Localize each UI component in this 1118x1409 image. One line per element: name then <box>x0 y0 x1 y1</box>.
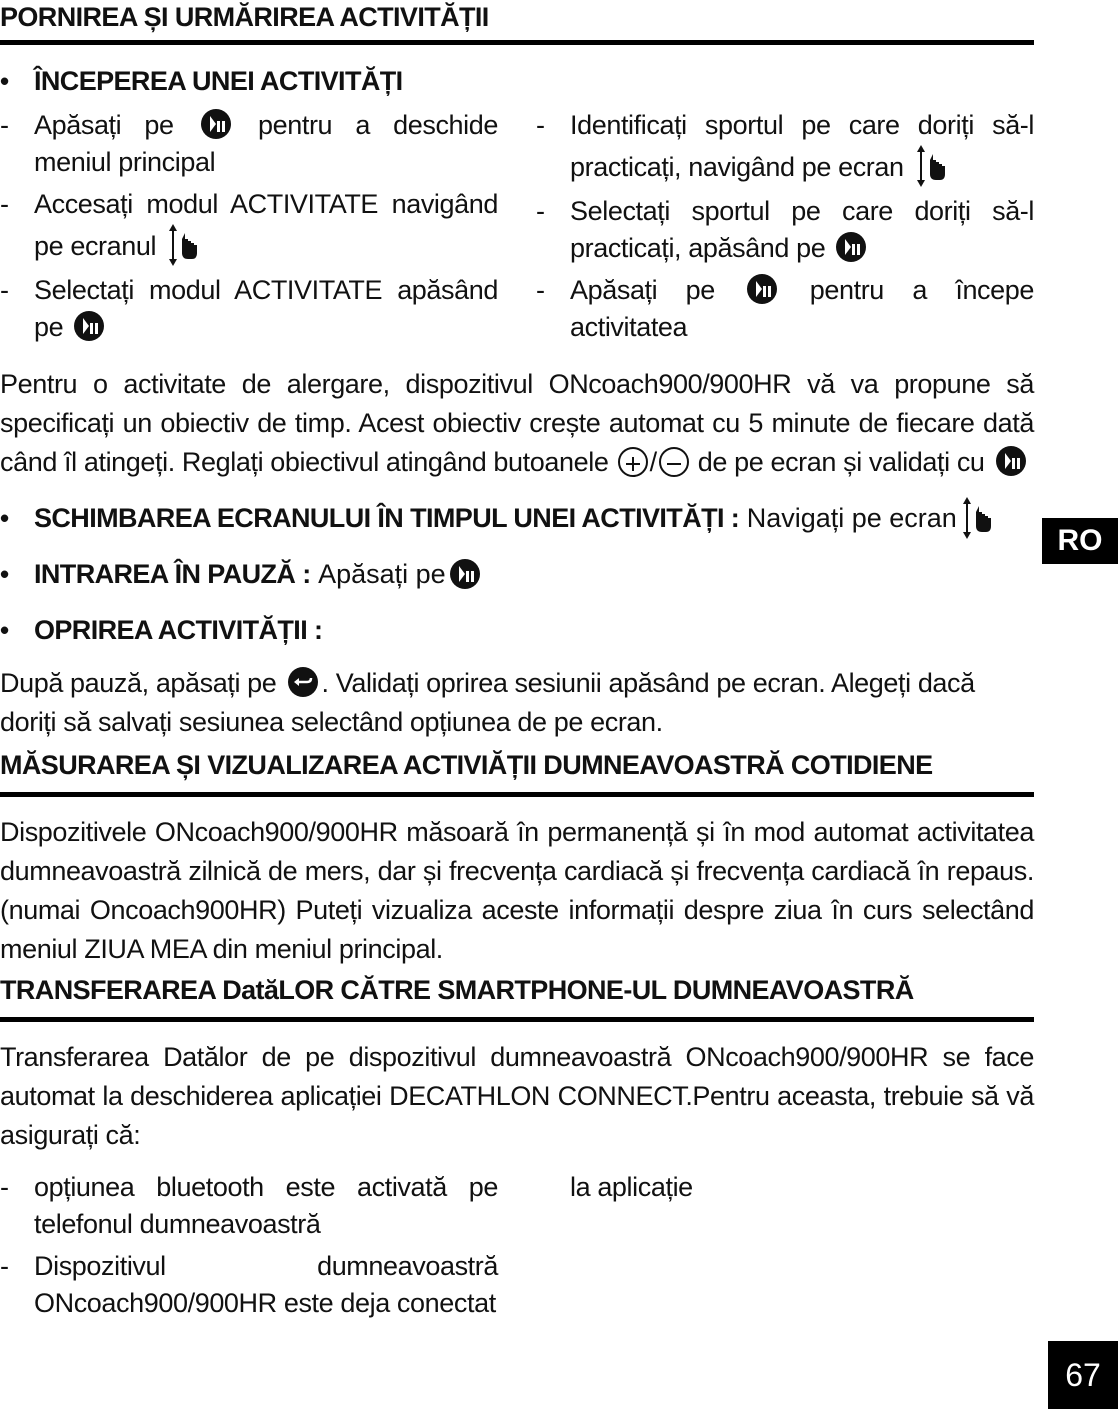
paragraph-text: de pe ecran și validați cu <box>697 447 985 477</box>
dash: - <box>0 1251 9 1281</box>
list-item <box>0 1169 498 1243</box>
swipe-vertical-icon <box>963 496 993 540</box>
heading-rule <box>0 40 1034 45</box>
dash: - <box>536 275 545 305</box>
requirement-text: Dispozitivul dumneavoastră ONcoach900/900HR este deja conectat <box>34 1251 498 1318</box>
transfer-paragraph: Transferarea Datălor de pe dispozitivul dumneavoastră ONcoach900/900HR se face automat la deschiderea aplicației DECATHLON CONNECT.Pentru aceasta, trebuie să vă asigurați că: <box>0 1042 1034 1150</box>
play-pause-button-icon <box>747 274 777 304</box>
list-item <box>0 107 498 181</box>
minus-button-icon <box>659 447 689 477</box>
section-heading-transfer: TRANSFERAREA DatăLOR CĂTRE SMARTPHONE-UL DUMNEAVOASTRĂ <box>0 975 914 1005</box>
page-number: 67 <box>1048 1341 1118 1409</box>
section-heading-start: PORNIREA ȘI URMĂRIREA ACTIVITĂȚII <box>0 2 489 32</box>
bullet-start-activity <box>0 61 1034 101</box>
bullet-change-screen <box>0 496 1034 540</box>
requirements-right-column <box>536 1169 1034 1327</box>
bullet-title: SCHIMBAREA ECRANULUI ÎN TIMPUL UNEI ACTIVITĂȚI : <box>34 503 740 533</box>
bullet-pause <box>0 554 1034 594</box>
requirement-text: la aplicație <box>570 1172 693 1202</box>
dash: - <box>0 110 9 140</box>
step-text: Apăsați pe <box>34 110 174 140</box>
dash: - <box>0 189 9 219</box>
bullet-dot: • <box>0 615 10 645</box>
bullet-dot: • <box>0 503 10 533</box>
heading-rule <box>0 792 1034 797</box>
steps-right-column <box>536 107 1034 351</box>
bullet-text: Apăsați pe <box>318 559 446 589</box>
list-item <box>0 272 498 346</box>
bullet-stop <box>0 610 1034 650</box>
list-item <box>536 272 1034 346</box>
list-item <box>0 186 498 267</box>
dash: - <box>0 1172 9 1202</box>
steps-left-column <box>0 107 498 351</box>
running-goal-paragraph <box>0 365 1034 482</box>
bullet-title: INTRAREA ÎN PAUZĂ : <box>34 559 311 589</box>
section-heading-measure: MĂSURAREA ȘI VIZUALIZAREA ACTIVIĂȚII DUMNEAVOASTRĂ COTIDIENE <box>0 750 933 780</box>
list-item <box>536 107 1034 188</box>
step-text: Apăsați pe <box>570 275 715 305</box>
play-pause-button-icon <box>74 311 104 341</box>
heading-rule <box>0 1017 1034 1022</box>
slash: / <box>649 447 657 477</box>
step-text: pentru a deschide meniul principal <box>34 110 499 177</box>
step-text: Accesați modul ACTIVITATE navigând pe ecranul <box>34 189 498 261</box>
paragraph-text: . Validați oprirea sesiunii apăsând pe ecran. Alegeți dacă doriți să salvați sesiunea selectând opțiunea de pe ecran. <box>0 668 975 737</box>
bullet-text: Navigați pe ecran <box>746 503 957 533</box>
step-text: Identificați sportul pe care doriți să-l practicați, navigând pe ecran <box>570 110 1034 182</box>
swipe-vertical-icon <box>169 223 199 267</box>
step-text: Selectați modul ACTIVITATE apăsând pe <box>34 275 498 342</box>
steps-columns <box>0 107 1034 351</box>
list-item <box>536 1169 1034 1206</box>
dash: - <box>536 110 545 140</box>
list-item <box>536 193 1034 267</box>
measure-paragraph: Dispozitivele ONcoach900/900HR măsoară în permanență și în mod automat activitatea dumneavoastră zilnică de mers, dar și frecvența cardiacă și frecvența cardiacă în repaus. (numai Oncoach900HR) Puteți vizualiza aceste informații despre ziua în curs selectând meniul ZIUA MEA din meniul principal. <box>0 817 1034 964</box>
bullet-title: OPRIREA ACTIVITĂȚII : <box>34 615 323 645</box>
list-item <box>0 1248 498 1322</box>
play-pause-button-icon <box>996 446 1026 476</box>
stop-paragraph <box>0 664 1034 742</box>
bullet-dot: • <box>0 559 10 589</box>
back-button-icon <box>288 667 318 697</box>
dash: - <box>0 275 9 305</box>
plus-button-icon <box>618 447 648 477</box>
swipe-vertical-icon <box>917 144 947 188</box>
play-pause-button-icon <box>450 559 480 589</box>
requirements-left-column <box>0 1169 498 1327</box>
step-text: Selectați sportul pe care doriți să-l practicați, apăsând pe <box>570 196 1034 263</box>
dash: - <box>536 196 545 226</box>
play-pause-button-icon <box>836 232 866 262</box>
requirement-text: opțiunea bluetooth este activată pe telefonul dumneavoastră <box>34 1172 498 1239</box>
step-text: pentru a începe activitatea <box>570 275 1035 342</box>
bullet-dot: • <box>0 66 10 96</box>
spacer <box>536 1169 570 1206</box>
play-pause-button-icon <box>201 109 231 139</box>
paragraph-text: După pauză, apăsați pe <box>0 668 277 698</box>
bullet-title: ÎNCEPEREA UNEI ACTIVITĂȚI <box>34 66 403 96</box>
paragraph-text: Pentru o activitate de alergare, dispozitivul ONcoach900/900HR vă va propune să specificați un obiectiv de timp. Acest obiectiv crește automat cu 5 minute de fiecare dată când îl atingeți. Reglați obiectivul atingând butoanele <box>0 369 1034 477</box>
language-tab: RO <box>1042 518 1118 564</box>
requirements-columns <box>0 1169 1034 1327</box>
